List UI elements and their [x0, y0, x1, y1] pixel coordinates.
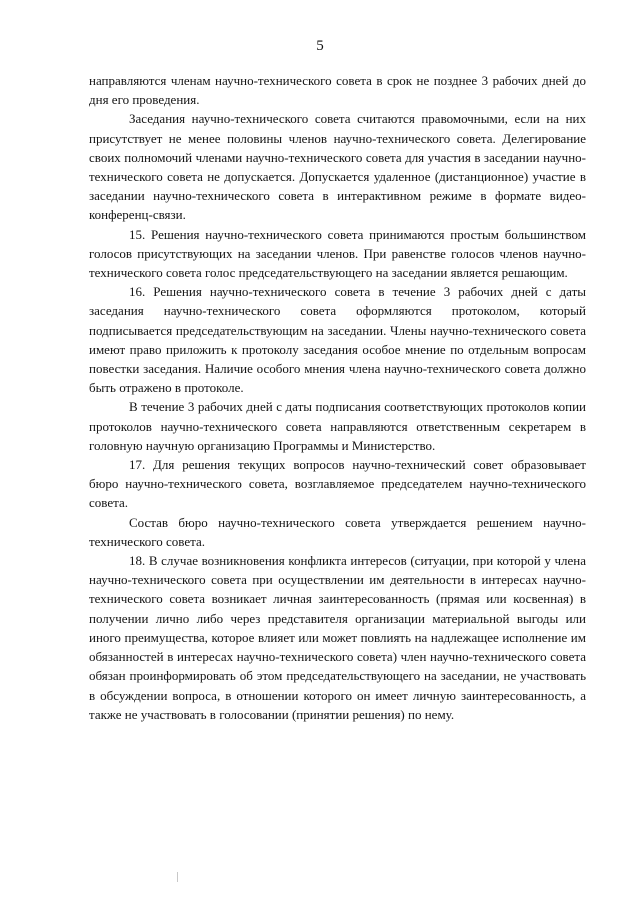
paragraph-continuation: направляются членам научно-технического совета в срок не позднее 3 рабочих дней до дня его проведения.	[89, 73, 586, 108]
paragraph-15-decisions: 15. Решения научно-технического совета принимаются простым большинством голосов присутствующих на заседании членов. При равенстве голосов членов научно-технического совета голос председательствующего на заседании является решающим.	[89, 226, 586, 281]
paragraph-16-protocol: 16. Решения научно-технического совета в течение 3 рабочих дней с даты заседания научно-технического совета оформляются протоколом, который подписывается председательствующим на заседании. Члены научно-технического совета имеют право приложить к протоколу заседания особое мнение по отдельным вопросам повестки заседания. Наличие особого мнения члена научно-технического совета должно быть отражено в протоколе.	[89, 284, 586, 396]
paragraph-protocol-copies: В течение 3 рабочих дней с даты подписания соответствующих протоколов копии протоколов научно-технического совета направляются ответственным секретарем в головную научную организацию Программы и Министерство.	[89, 399, 586, 453]
document-body	[89, 71, 586, 724]
scan-artifact	[177, 872, 178, 882]
page-number: 5	[316, 38, 324, 54]
paragraph-bureau-composition: Состав бюро научно-технического совета утверждается решением научно-технического совета.	[89, 514, 586, 549]
paragraph-quorum: Заседания научно-технического совета считаются правомочными, если на них присутствует не менее половины членов научно-технического совета. Делегирование своих полномочий членами научно-технического совета для участия в заседании научно-технического совета не допускается. Допускается удаленное (дистанционное) участие в заседании научно-технического совета в интерактивном режиме в формате видео-конференц-связи.	[89, 111, 586, 223]
paragraph-18-conflict-of-interest: 18. В случае возникновения конфликта интересов (ситуации, при которой у члена научно-технического совета при осуществлении им деятельности в интересах научно-технического совета возникает личная заинтересованность (прямая или косвенная) в получении лично либо через представителя организации материальной выгоды или иного преимущества, которое влияет или может повлиять на надлежащее исполнение им обязанностей в интересах научно-технического совета) член научно-технического совета обязан проинформировать об этом председательствующего на заседании, не участвовать в обсуждении вопроса, в отношении которого он имеет личную заинтересованность, а также не участвовать в голосовании (принятии решения) по нему.	[89, 553, 586, 722]
paragraph-17-bureau: 17. Для решения текущих вопросов научно-технический совет образовывает бюро научно-технического совета, возглавляемое председателем научно-технического совета.	[89, 457, 586, 511]
